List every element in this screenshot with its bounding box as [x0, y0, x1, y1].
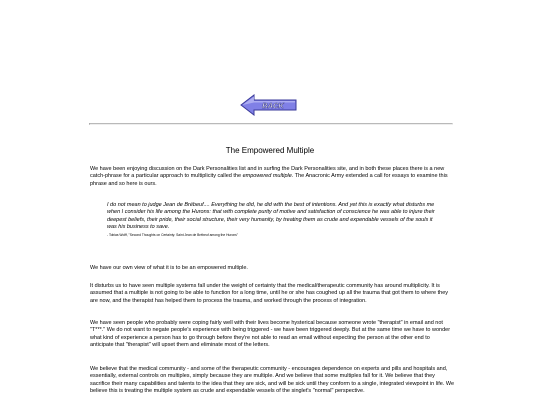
intro-emphasis: empowered multiple — [242, 173, 292, 180]
quote-citation: - Tobias Wolff, "Second Thoughts on Certainty: Saint Jean de Brébeuf among the Hurons" — [107, 233, 238, 238]
body-paragraph: It disturbs us to have seen multiple systems fall under the weight of certainty that the medical/therapeutic community has around multiplicity. It is assumed that a multiple is not going to be able to function for a long time, until he or she has coughed up all the trauma that got them to where they are now, and the therapist has helped them to process the trauma, and worked through the process of integration. — [90, 283, 449, 304]
intro-paragraph — [90, 166, 454, 188]
quote-text: I do not mean to judge Jean de Brébeuf.... Everything he did, he did with the best of intentions. And yet this is exactly what disturbs me when I consider his life among the Hurons: that with complete purity of motive and satisfaction of conscience he was able to injure their deepest beliefs, their pride, their social structure, their very humanity, by treating them as crude and expendable vessels of the souls it was his business to save. — [107, 202, 435, 230]
back-label: BACK — [262, 101, 284, 110]
back-button[interactable] — [240, 94, 300, 116]
left-arrow-icon — [240, 94, 300, 116]
body-paragraph: We have our own view of what it is to be an empowered multiple. — [90, 265, 248, 271]
body-paragraph: We believe that the medical community - and some of the therapeutic community - encourages dependence on experts and pills and hospitals and, essentially, external controls on multiples, simply because they are multiple. And we believe that some multiples fall for it. We believe that they sacrifice their many capabilities and talents to the idea that they are sick, and will be sick until they conform to a single, integrated viewpoint in life. We believe this is treating the multiple system as crude and expendable vessels of the singlet's "normal" perspective. — [90, 366, 455, 394]
intro-text-end: . The Anacronic Army extended a call for essays to examine this phrase and so here is ours. — [90, 173, 448, 187]
body-paragraph: We have seen people who probably were coping fairly well with their lives become hysterical because someone wrote "therapist" in email and not "T***." We do not want to negate people's experience with being triggered - we have been triggered deeply. But at the same time we have to wonder what kind of experience a person has to go through before they're not able to read an email without expecting the person at the other end to anticipate that "therapist" will upset them and eliminate most of the letters. — [90, 320, 451, 348]
blockquote — [107, 202, 437, 237]
intro-text-start: We have been enjoying discussion on the Dark Personalities list and in surfing the Dark Personalities site, and in both these places there is a new catch-phrase for a particular approach to multiplicity called the — [90, 166, 445, 180]
page-title: The Empowered Multiple — [225, 146, 315, 155]
divider — [89, 123, 453, 125]
